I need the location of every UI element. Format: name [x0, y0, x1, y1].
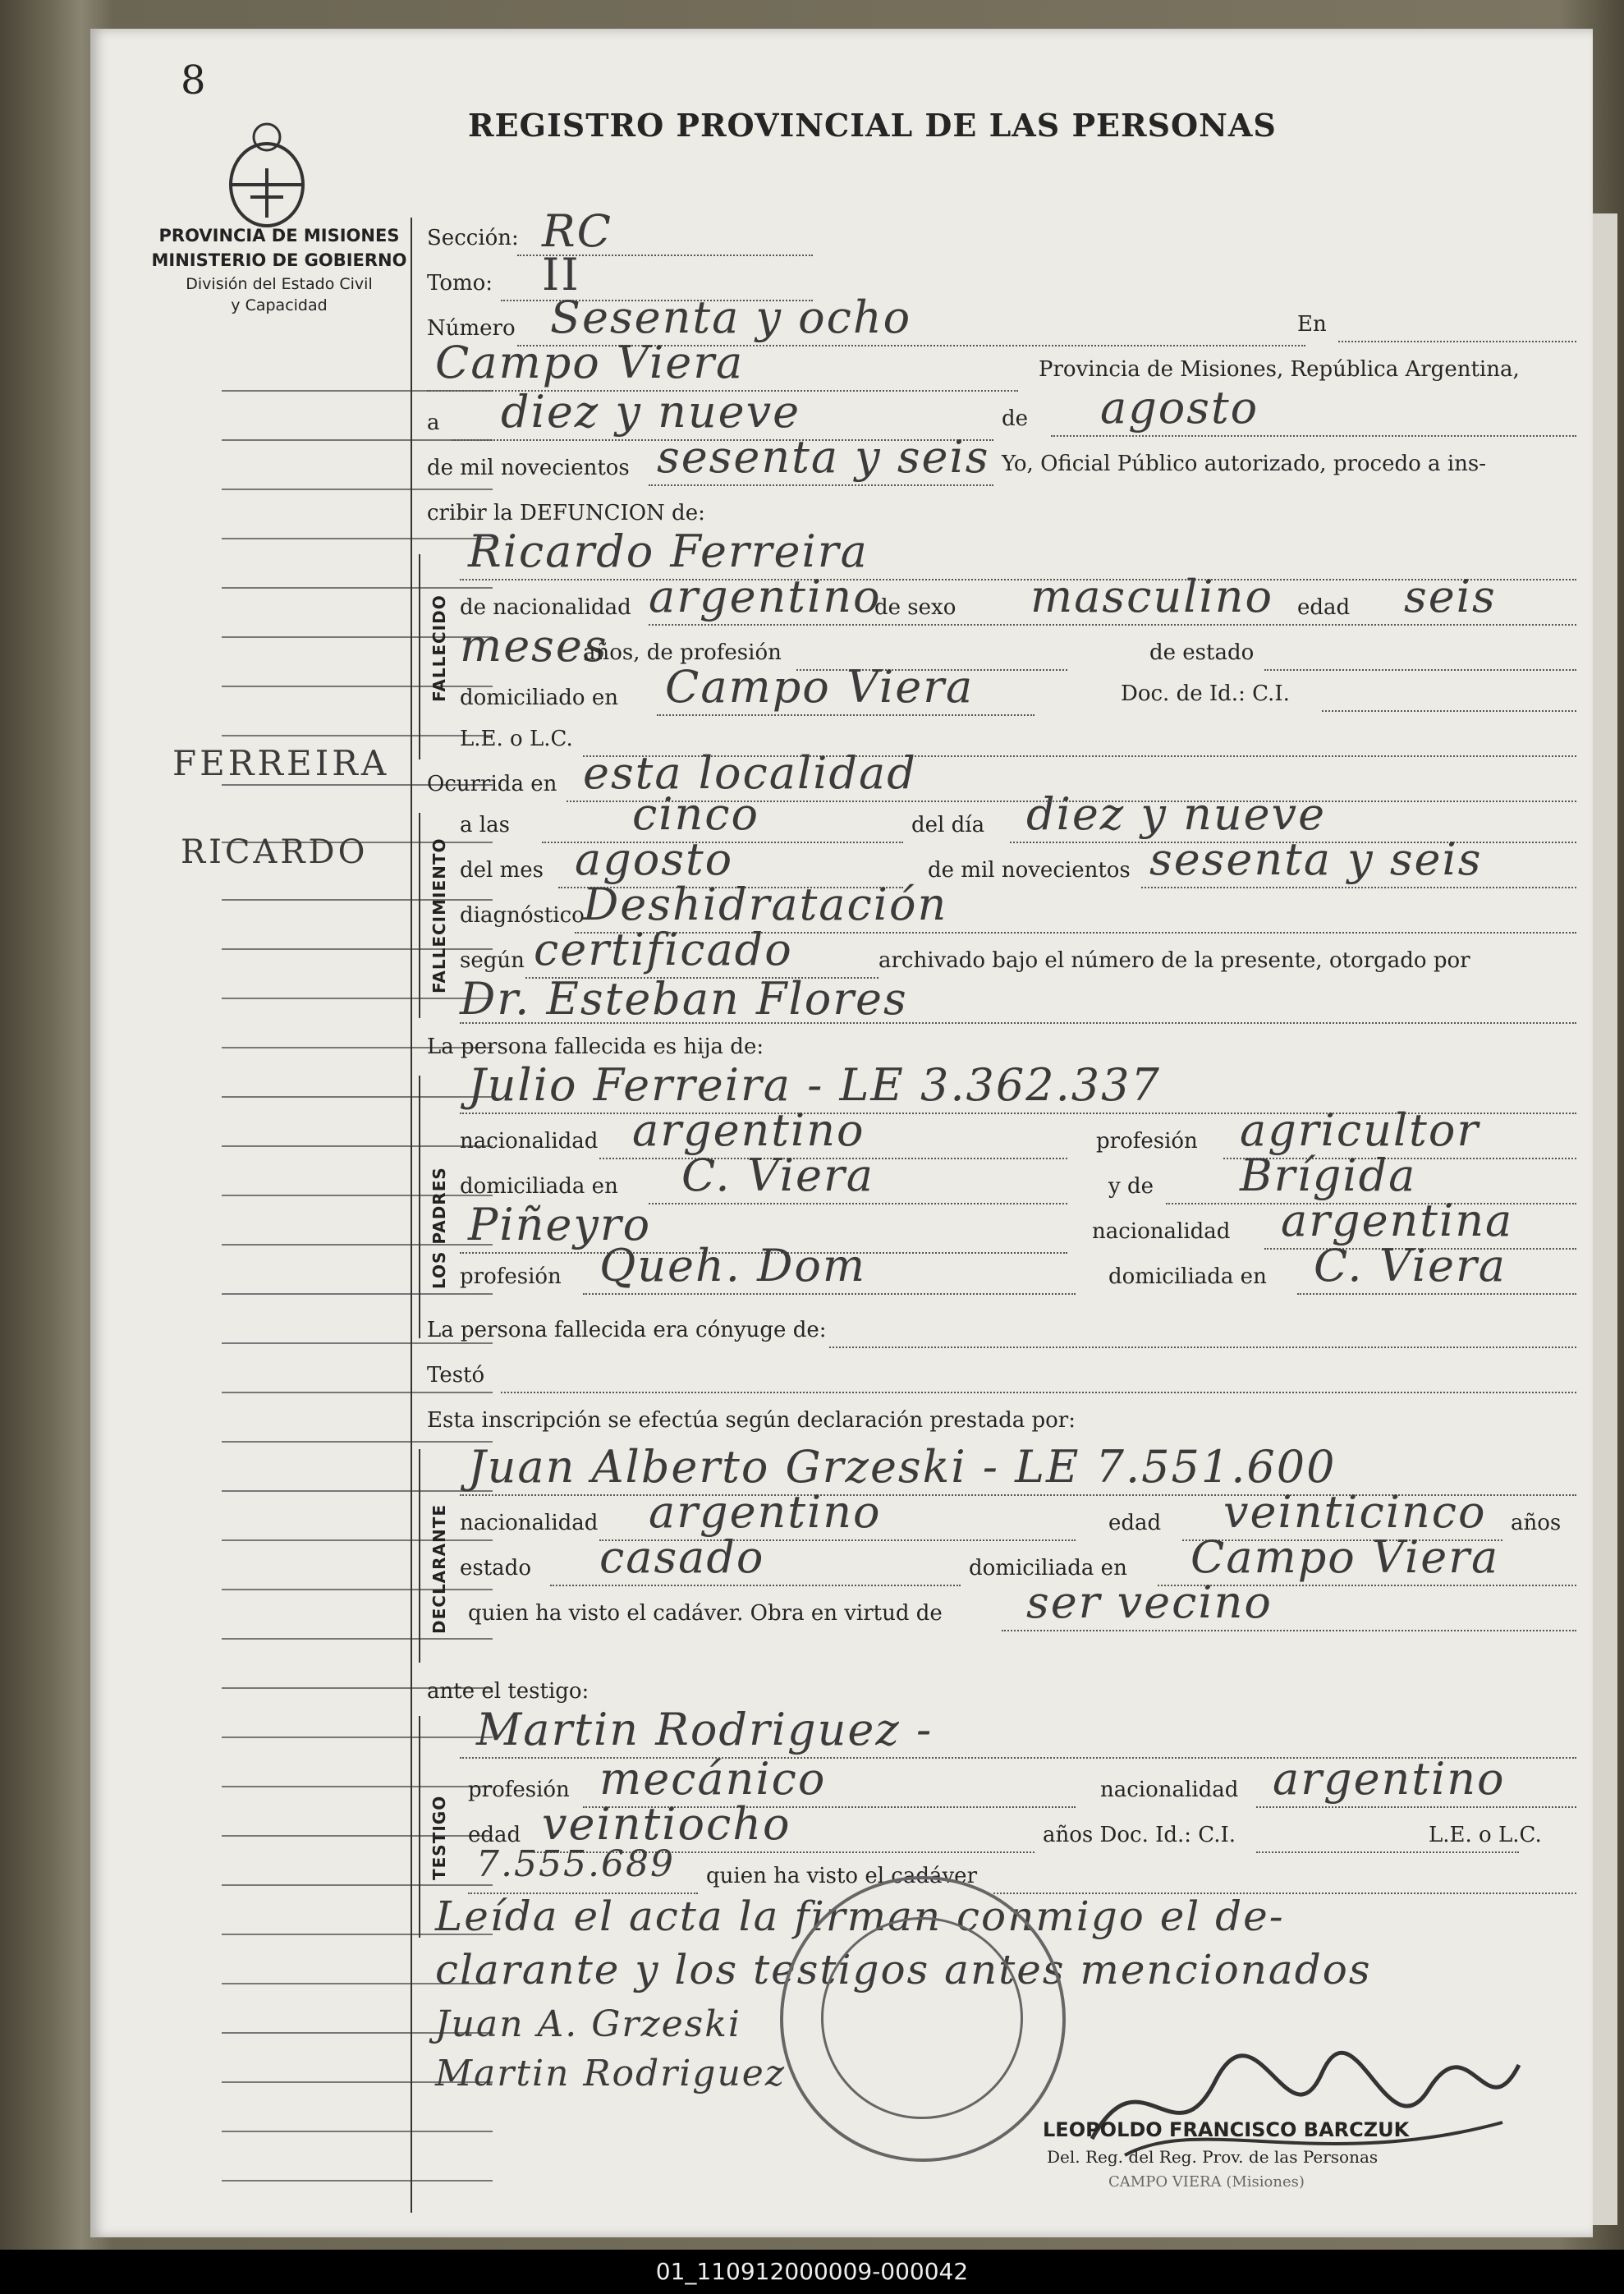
declarante-section-label: DECLARANTE	[429, 1503, 449, 1634]
mes-value: agosto	[575, 833, 734, 885]
margin-rule	[222, 636, 493, 638]
padres-domiciliada2-label: domiciliada en	[1108, 1264, 1267, 1289]
margin-name: RICARDO	[181, 833, 369, 871]
testigo-nacionalidad-line	[1256, 1806, 1576, 1808]
fallecido-sexo-label: de sexo	[874, 595, 957, 620]
declarante-anos-label: años	[1511, 1511, 1562, 1535]
fallecido-section-label: FALLECIDO	[429, 594, 449, 702]
y-de-label: y de	[1108, 1174, 1154, 1199]
testigo-nacionalidad-value: argentino	[1273, 1753, 1506, 1805]
fallecido-sexo-value: masculino	[1030, 571, 1273, 622]
declarante-estado-line	[550, 1585, 961, 1586]
anio-value: sesenta y seis	[1149, 833, 1483, 885]
official-location: CAMPO VIERA (Misiones)	[1108, 2173, 1305, 2191]
provincia-text: Provincia de Misiones, República Argentina,	[1039, 357, 1520, 382]
closing-line-2: clarante y los testigos antes mencionados	[435, 1946, 1372, 1993]
del-dia-label: del día	[911, 813, 985, 837]
hora-value: cinco	[632, 788, 760, 840]
padres-domicilio2-line	[1297, 1293, 1576, 1295]
numero-value: Sesenta y ocho	[550, 291, 912, 343]
testigo-bracket	[419, 1716, 420, 1938]
margin-rule	[222, 587, 493, 589]
seccion-label: Sección:	[427, 226, 519, 250]
padres-domicilio-line	[649, 1203, 1067, 1204]
declarante-estado-value: casado	[599, 1531, 765, 1583]
agency-division-2: y Capacidad	[231, 296, 328, 314]
page-number: 8	[181, 57, 206, 103]
conyuge-text: La persona fallecida era cónyuge de:	[427, 1318, 827, 1342]
margin-rule	[222, 1096, 493, 1098]
declarante-edad-value: veinticinco	[1223, 1486, 1487, 1538]
testigo-edad-label: edad	[468, 1823, 521, 1847]
declarante-name: Juan Alberto Grzeski - LE 7.551.600	[468, 1441, 1337, 1493]
tomo-value: II	[542, 249, 580, 301]
agency-block	[123, 226, 435, 314]
declarante-visto-text: quien ha visto el cadáver. Obra en virtud de	[468, 1601, 943, 1626]
margin-rule	[222, 1392, 493, 1393]
padres-nacionalidad-value: argentino	[632, 1104, 865, 1156]
testigo-doc-label: años Doc. Id.: C.I.	[1043, 1823, 1236, 1847]
declarante-intro: Esta inscripción se efectúa según declaración prestada por:	[427, 1408, 1076, 1433]
coat-of-arms-icon	[222, 119, 312, 234]
fallecido-doc-label: Doc. de Id.: C.I.	[1121, 681, 1290, 706]
madre-value-2: Piñeyro	[468, 1199, 652, 1250]
place-value: Campo Viera	[435, 337, 745, 388]
margin-rule	[222, 998, 493, 999]
declarante-virtud-line	[1002, 1630, 1576, 1631]
margin-rule	[222, 1195, 493, 1196]
margin-rule	[222, 2131, 493, 2132]
anio-line	[1141, 887, 1576, 888]
fallecido-estado-line	[1264, 669, 1576, 671]
mil-label: de mil novecientos	[427, 456, 630, 480]
declarante-estado-label: estado	[460, 1556, 531, 1581]
padre-value: Julio Ferreira - LE 3.362.337	[468, 1059, 1161, 1111]
fallecimiento-section-label: FALLECIMIENTO	[429, 837, 449, 993]
official-seal-inner-ring	[821, 1917, 1023, 2119]
fallecido-domicilio-line	[657, 714, 1034, 716]
image-id-footer	[0, 2250, 1624, 2294]
fallecimiento-bracket	[419, 813, 420, 1018]
column-divider	[411, 218, 412, 2213]
a-label: a	[427, 411, 440, 435]
declarante-bracket	[419, 1449, 420, 1663]
oficial-text: Yo, Oficial Público autorizado, procedo a ins-	[1002, 452, 1487, 476]
padres-profesion2-label: profesión	[460, 1264, 562, 1289]
testo-line	[501, 1392, 1576, 1393]
conyuge-line	[829, 1347, 1576, 1348]
month-value: agosto	[1100, 382, 1259, 434]
padres-domicilio-value: C. Viera	[681, 1149, 875, 1201]
closing-line-1: Leída el acta la firman conmigo el de-	[435, 1893, 1285, 1940]
margin-surname: FERREIRA	[172, 743, 390, 783]
numero-label: Número	[427, 316, 516, 341]
fallecido-estado-label: de estado	[1149, 640, 1255, 665]
seccion-value: RC	[542, 205, 612, 257]
diagnostico-value: Deshidratación	[583, 879, 948, 930]
margin-rule	[222, 1884, 493, 1886]
padres-bracket	[419, 1076, 420, 1338]
image-id-text: 01_110912000009-000042	[655, 2258, 969, 2285]
tomo-label: Tomo:	[427, 271, 493, 296]
fallecido-edad-label: edad	[1297, 595, 1351, 620]
padres-profesion2-line	[583, 1293, 1076, 1295]
fallecido-bracket	[419, 554, 420, 759]
declarante-virtud-value: ser vecino	[1026, 1576, 1273, 1628]
testigo-profesion-value: mecánico	[599, 1753, 827, 1805]
day-value: diez y nueve	[501, 386, 801, 438]
margin-rule	[222, 899, 493, 901]
fallecido-nacionalidad-line	[649, 624, 1576, 626]
fallecido-name: Ricardo Ferreira	[468, 525, 869, 577]
testigo-section-label: TESTIGO	[429, 1795, 449, 1880]
margin-rule	[222, 1441, 493, 1443]
official-title: Del. Reg. del Reg. Prov. de las Personas	[1047, 2147, 1379, 2167]
padres-nacionalidad-label: nacionalidad	[460, 1129, 599, 1154]
signature-testigo: Martin Rodriguez	[435, 2053, 787, 2094]
a-las-label: a las	[460, 813, 510, 837]
fallecido-domicilio-value: Campo Viera	[665, 661, 975, 713]
margin-rule	[222, 948, 493, 950]
ocurrida-label: Ocurrida en	[427, 772, 557, 796]
padres-profesion2-value: Queh. Dom	[599, 1240, 867, 1292]
testo-text: Testó	[427, 1363, 485, 1388]
en-line	[1338, 341, 1576, 342]
de-label: de	[1002, 406, 1029, 431]
fallecido-nacionalidad-value: argentino	[649, 571, 882, 622]
year-line	[649, 484, 993, 486]
testigo-le-label: L.E. o L.C.	[1429, 1823, 1542, 1847]
fallecido-edad-value-2: meses	[460, 620, 608, 672]
margin-rule	[222, 1244, 493, 1246]
padres-nacionalidad2-label: nacionalidad	[1092, 1219, 1231, 1244]
archivado-text: archivado bajo el número de la presente, otorgado por	[879, 948, 1470, 973]
agency-division: División del Estado Civil	[186, 275, 373, 293]
padres-profesion-value: agricultor	[1240, 1104, 1480, 1156]
padres-domicilio2-value: C. Viera	[1314, 1240, 1507, 1292]
agency-ministry: MINISTERIO DE GOBIERNO	[151, 250, 407, 270]
fallecimiento-mil-label: de mil novecientos	[928, 858, 1131, 883]
ocurrida-value: esta localidad	[583, 747, 917, 799]
margin-rule	[222, 1589, 493, 1590]
padres-domiciliada-label: domiciliada en	[460, 1174, 618, 1199]
segun-value: certificado	[534, 924, 793, 975]
agency-province: PROVINCIA DE MISIONES	[158, 226, 400, 245]
margin-rule	[222, 1145, 493, 1147]
medico-line	[460, 1022, 1576, 1024]
margin-rule	[222, 538, 493, 539]
testigo-profesion-label: profesión	[468, 1778, 570, 1802]
testigo-doc-line	[1256, 1851, 1519, 1853]
fallecido-edad-value: seis	[1404, 571, 1497, 622]
diagnostico-label: diagnóstico	[460, 903, 585, 928]
testigo-edad-value: veintiocho	[542, 1798, 791, 1850]
margin-rule	[222, 1638, 493, 1640]
padres-nacionalidad2-value: argentina	[1281, 1195, 1514, 1246]
segun-label: según	[460, 948, 525, 973]
margin-rule	[222, 1293, 493, 1295]
margin-rule	[222, 1737, 493, 1738]
fallecido-le-label: L.E. o L.C.	[460, 727, 573, 751]
testigo-doc-value: 7.555.689	[476, 1843, 675, 1885]
en-label: En	[1297, 312, 1327, 337]
inscribir-text: cribir la DEFUNCION de:	[427, 501, 705, 525]
testigo-nacionalidad-label: nacionalidad	[1100, 1778, 1239, 1802]
declarante-domicilio-value: Campo Viera	[1190, 1531, 1500, 1583]
margin-rule	[222, 1342, 493, 1344]
signature-declarante: Juan A. Grzeski	[435, 2003, 741, 2045]
month-line	[1051, 435, 1576, 437]
dia-value: diez y nueve	[1026, 788, 1327, 840]
margin-rule	[222, 686, 493, 687]
declarante-domiciliada-label: domiciliada en	[969, 1556, 1127, 1581]
hija-text: La persona fallecida es hija de:	[427, 1035, 764, 1059]
official-name: LEOPOLDO FRANCISCO BARCZUK	[1043, 2118, 1410, 2141]
margin-rule	[222, 1835, 493, 1837]
testigo-ante-text: ante el testigo:	[427, 1679, 590, 1704]
fallecido-doc-line	[1322, 710, 1576, 712]
padres-profesion-label: profesión	[1096, 1129, 1198, 1154]
margin-rule	[222, 489, 493, 490]
margin-rule	[222, 1786, 493, 1787]
page-title: REGISTRO PROVINCIAL DE LAS PERSONAS	[468, 107, 1277, 144]
declarante-edad-label: edad	[1108, 1511, 1162, 1535]
year-value: sesenta y seis	[657, 431, 990, 483]
fallecido-anos-profesion-label: años, de profesión	[583, 640, 782, 665]
fallecido-nacionalidad-label: de nacionalidad	[460, 595, 631, 620]
madre-value: Brígida	[1240, 1149, 1417, 1201]
medico-value: Dr. Esteban Flores	[460, 973, 908, 1025]
declarante-nacionalidad-label: nacionalidad	[460, 1511, 599, 1535]
declarante-nacionalidad-value: argentino	[649, 1486, 882, 1538]
fallecido-domiciliado-label: domiciliado en	[460, 686, 618, 710]
margin-rule	[222, 1490, 493, 1492]
register-page	[90, 29, 1593, 2237]
padres-section-label: LOS PADRES	[429, 1167, 449, 1289]
margin-rule	[222, 735, 493, 736]
margin-rule	[222, 1539, 493, 1541]
testigo-visto-text: quien ha visto el cadáver	[706, 1864, 978, 1888]
margin-rule	[222, 2180, 493, 2182]
del-mes-label: del mes	[460, 858, 544, 883]
testigo-name: Martin Rodriguez -	[476, 1704, 934, 1755]
